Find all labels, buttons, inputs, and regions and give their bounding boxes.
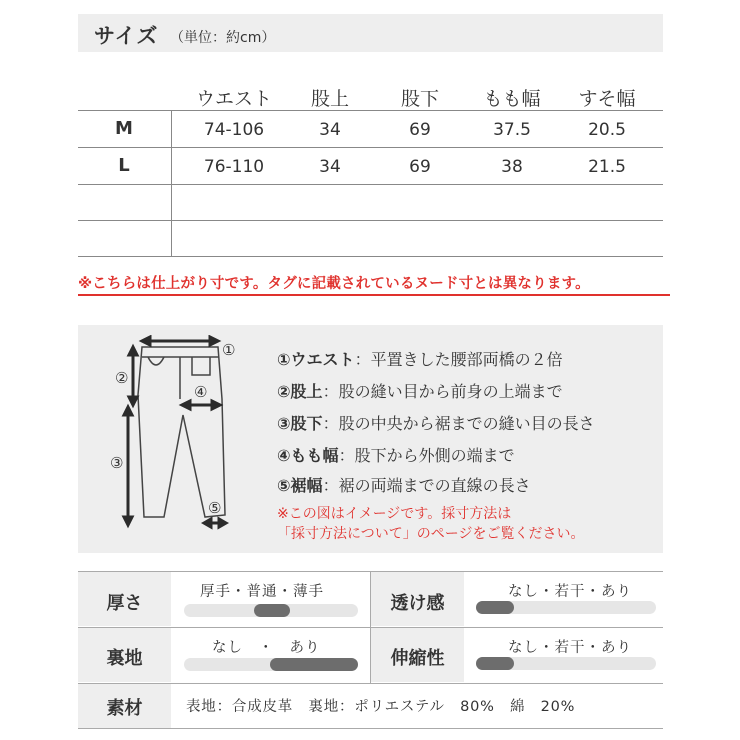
column-header-hem: すそ幅 xyxy=(578,88,636,110)
marker-5: ⑤ xyxy=(208,499,222,517)
item-desc: ：股下から外側の端まで xyxy=(338,446,515,465)
table-divider xyxy=(78,220,663,221)
marker-3: ③ xyxy=(110,454,124,472)
measurement-item-inseam xyxy=(277,411,595,434)
thickness-bar xyxy=(184,604,358,617)
pants-diagram xyxy=(100,335,250,540)
thickness-indicator xyxy=(254,604,290,617)
table-cell: 21.5 xyxy=(588,157,626,177)
item-term: 裾幅 xyxy=(290,476,323,495)
stretch-label: 伸縮性 xyxy=(390,648,445,669)
table-cell: 74-106 xyxy=(203,120,265,140)
item-number: ② xyxy=(277,382,291,401)
measurement-item-waist xyxy=(277,347,563,370)
table-cell: 34 xyxy=(319,120,341,140)
item-desc: ：股の縫い目から前身の上端まで xyxy=(322,382,563,401)
lining-label: 裏地 xyxy=(106,648,143,669)
item-number: ④ xyxy=(277,446,291,465)
measurement-item-rise xyxy=(277,379,563,402)
thickness-label: 厚さ xyxy=(106,593,143,614)
column-header-rise: 股上 xyxy=(310,88,349,110)
item-desc: ：裾の両端までの直線の長さ xyxy=(322,476,531,495)
item-term: 股上 xyxy=(290,382,323,401)
item-term: ウエスト xyxy=(290,350,355,369)
table-cell: 69 xyxy=(409,120,431,140)
table-cell: 20.5 xyxy=(588,120,626,140)
diagram-note-line2: 「採寸方法について」のページをご覧ください。 xyxy=(277,526,585,542)
item-number: ⑤ xyxy=(277,476,291,495)
sheerness-label: 透け感 xyxy=(390,593,445,614)
table-cell: 76-110 xyxy=(203,157,265,177)
column-header-waist: ウエスト xyxy=(195,88,272,110)
sheerness-options: なし・若干・あり xyxy=(508,584,632,600)
pants-outline xyxy=(138,347,225,517)
item-term: もも幅 xyxy=(290,446,339,465)
item-desc: ：股の中央から裾までの縫い目の長さ xyxy=(322,414,595,433)
table-cell: 38 xyxy=(501,157,523,177)
marker-4: ④ xyxy=(194,383,208,401)
grid-line xyxy=(78,683,663,684)
marker-1: ① xyxy=(222,341,236,359)
row-size-l: L xyxy=(118,155,130,176)
row-size-m: M xyxy=(115,118,133,139)
table-divider xyxy=(78,147,663,148)
size-unit-label: （単位：約cm） xyxy=(170,30,276,46)
item-number: ③ xyxy=(277,414,291,433)
table-cell: 69 xyxy=(409,157,431,177)
material-label: 素材 xyxy=(106,698,143,719)
thickness-options: 厚手・普通・薄手 xyxy=(200,584,324,600)
lining-indicator xyxy=(270,658,358,671)
stretch-indicator xyxy=(476,657,514,670)
item-term: 股下 xyxy=(290,414,323,433)
size-disclaimer: ※こちらは仕上がり寸です。タグに記載されているヌード寸とは異なります。 xyxy=(78,276,590,292)
column-header-inseam: 股下 xyxy=(400,88,439,110)
item-desc: ：平置きした腰部両橋の２倍 xyxy=(354,350,563,369)
grid-line xyxy=(78,728,663,729)
measurement-item-hem xyxy=(277,473,531,496)
size-header-band xyxy=(78,14,663,52)
table-divider xyxy=(78,256,663,257)
measurement-item-thigh xyxy=(277,443,515,466)
table-column-divider xyxy=(171,110,172,257)
item-number: ① xyxy=(277,350,291,369)
sheerness-bar xyxy=(476,601,656,614)
table-divider xyxy=(78,110,663,111)
material-value: 表地：合成皮革 裏地：ポリエステル 80% 綿 20% xyxy=(186,699,576,715)
table-divider xyxy=(78,184,663,185)
column-header-thigh: もも幅 xyxy=(483,88,541,110)
lining-options: なし ・ あり xyxy=(212,640,321,656)
stretch-bar xyxy=(476,657,656,670)
stretch-options: なし・若干・あり xyxy=(508,640,632,656)
table-cell: 37.5 xyxy=(493,120,531,140)
lining-bar xyxy=(184,658,358,671)
disclaimer-underline xyxy=(78,294,670,296)
diagram-note-line1: ※この図はイメージです。採寸方法は xyxy=(277,506,512,522)
sheerness-indicator xyxy=(476,601,514,614)
marker-2: ② xyxy=(115,369,129,387)
table-cell: 34 xyxy=(319,157,341,177)
size-title: サイズ xyxy=(94,24,159,48)
